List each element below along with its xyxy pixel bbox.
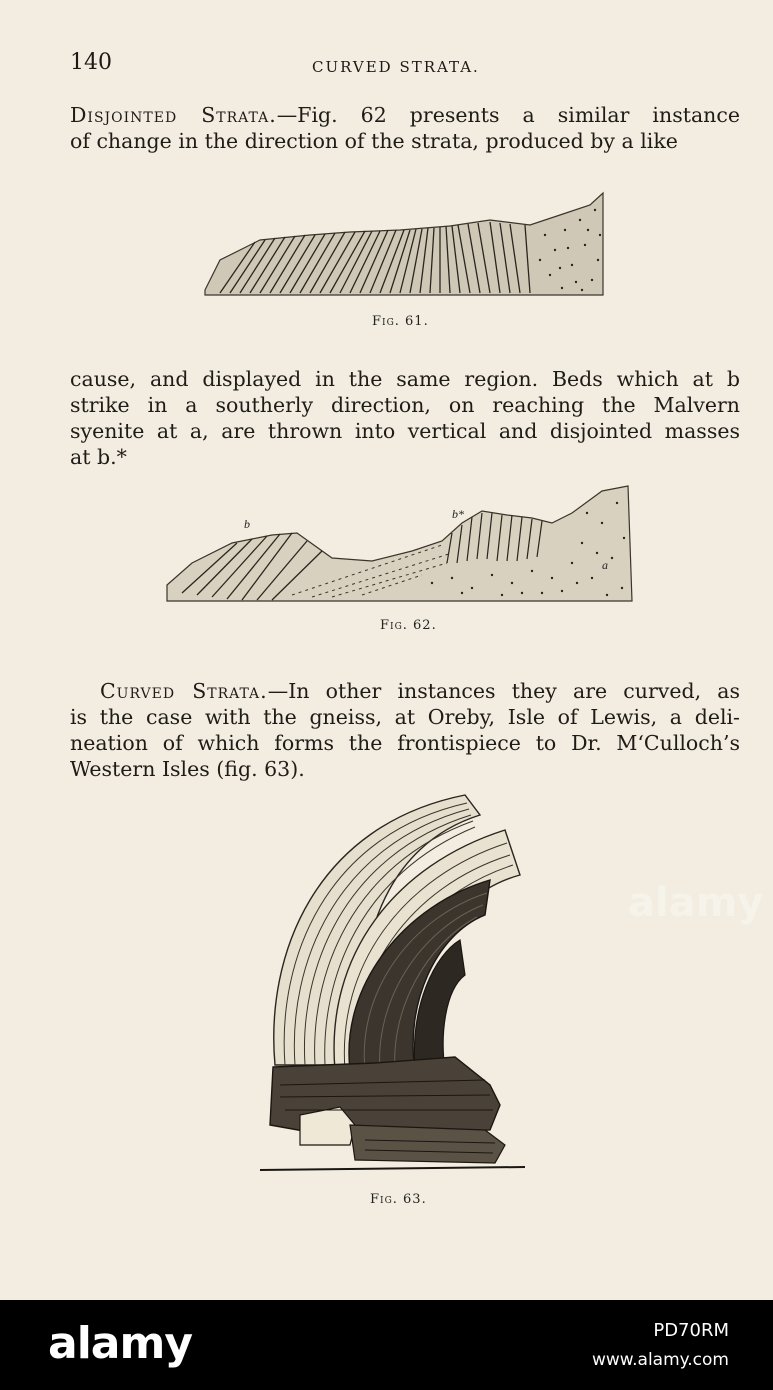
figure-62-illustration: [162, 483, 637, 608]
figure-61-illustration: [200, 190, 610, 305]
site-url: www.alamy.com: [591, 1350, 729, 1370]
paragraph-line: cause, and displayed in the same region. Beds which at b: [70, 367, 740, 391]
section-heading-curved: Curved Strata.: [100, 679, 268, 703]
label-b-star: b*: [452, 507, 464, 521]
paragraph-curved-strata: [70, 678, 740, 782]
paragraph-line: of change in the direction of the strata, produced by a like: [70, 129, 678, 153]
label-b: b: [244, 517, 250, 531]
paragraph-line: strike in a southerly direction, on reaching the Malvern: [70, 393, 740, 417]
running-head: CURVED STRATA.: [312, 58, 480, 76]
paragraph-line: neation of which forms the frontispiece to Dr. M‘Culloch’s: [70, 731, 740, 755]
figure-63-illustration: [255, 785, 535, 1175]
paragraph-line: —Fig. 62 presents a similar instance: [276, 103, 740, 127]
figure-63-caption: Fig. 63.: [370, 1192, 427, 1207]
watermark-ghost-logo: alamy: [628, 880, 764, 926]
image-id: PD70RM: [653, 1320, 729, 1341]
paragraph-malvern: [70, 366, 740, 470]
figure-62-caption: Fig. 62.: [380, 618, 437, 633]
paragraph-line: Western Isles (fig. 63).: [70, 757, 305, 781]
paragraph-line: at b.*: [70, 445, 127, 469]
paragraph-line: —In other instances they are curved, as: [267, 679, 740, 703]
alamy-logo: alamy: [48, 1318, 192, 1369]
paragraph-disjointed-strata: [70, 102, 740, 154]
figure-61-caption: Fig. 61.: [372, 314, 429, 329]
section-heading-disjointed: Disjointed Strata.: [70, 103, 277, 127]
paragraph-line: is the case with the gneiss, at Oreby, Isle of Lewis, a deli-: [70, 705, 740, 729]
label-a: a: [602, 558, 608, 572]
page-number: 140: [70, 50, 112, 75]
paragraph-line: syenite at a, are thrown into vertical and disjointed masses: [70, 419, 740, 443]
